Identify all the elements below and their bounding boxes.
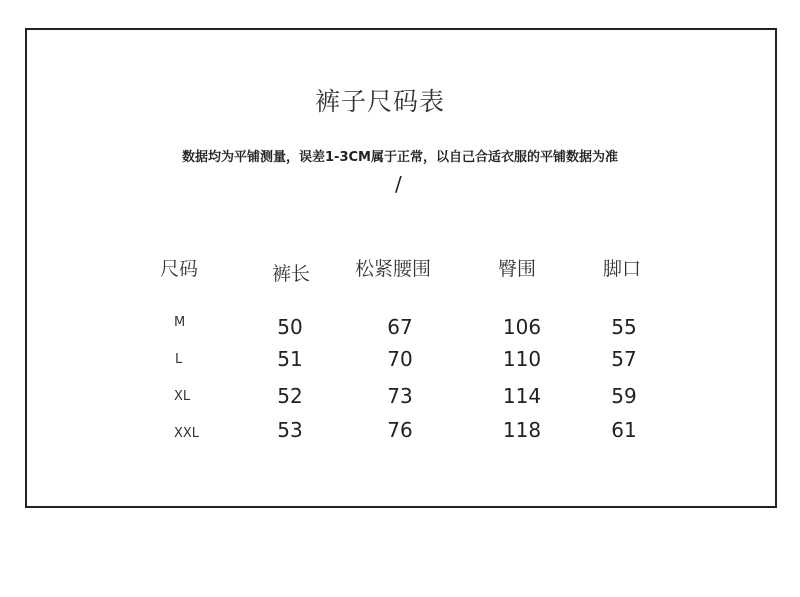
table-cell: 52 (277, 384, 303, 408)
table-cell: 61 (611, 418, 637, 442)
page-title: 裤子尺码表 (314, 87, 445, 116)
table-cell: 118 (502, 418, 542, 442)
table-cell: 55 (611, 315, 637, 339)
table-cell: 53 (277, 418, 303, 442)
table-cell: 57 (611, 347, 637, 371)
table-cell: 73 (387, 384, 413, 408)
table-cell: 50 (277, 315, 303, 339)
table-cell: 114 (502, 384, 542, 408)
table-cell: 110 (502, 347, 542, 371)
header-size: 尺码 (160, 258, 199, 280)
table-cell: 76 (387, 418, 413, 442)
table-row-size: XL (174, 389, 191, 404)
table-row-size: XXL (174, 426, 200, 441)
header-waist: 松紧腰围 (355, 258, 432, 280)
table-cell: 51 (277, 347, 303, 371)
table-row-size: M (174, 315, 186, 330)
table-cell: 106 (502, 315, 542, 339)
table-row-size: L (175, 352, 183, 367)
slash-mark: / (395, 172, 402, 196)
header-hem: 脚口 (603, 258, 642, 280)
measurement-note: 数据均为平铺测量，误差1-3CM属于正常，以自己合适衣服的平铺数据为准 (182, 150, 618, 165)
header-pants-length: 裤长 (272, 263, 311, 285)
table-cell: 67 (387, 315, 413, 339)
table-cell: 59 (611, 384, 637, 408)
table-cell: 70 (387, 347, 413, 371)
header-hip: 臀围 (498, 258, 537, 280)
